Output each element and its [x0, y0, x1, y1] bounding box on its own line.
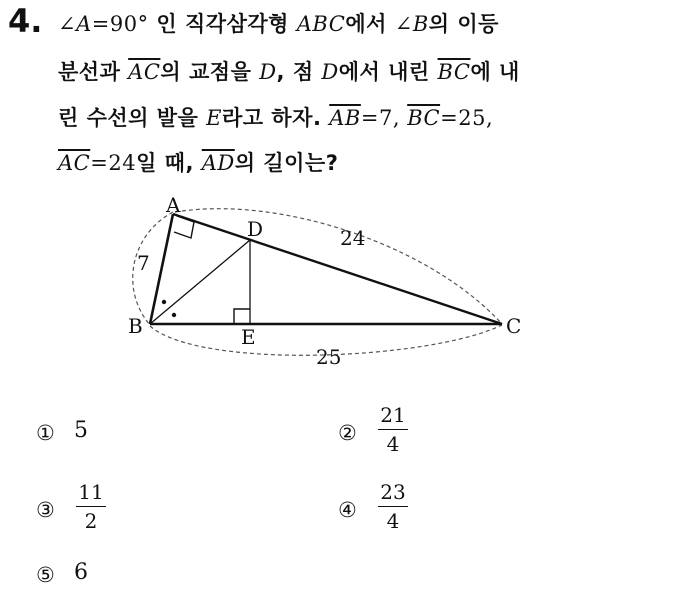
segment-ac: $\overline{AC}$: [128, 60, 161, 84]
denominator: 4: [386, 432, 400, 456]
choice-mark: ④: [338, 498, 357, 522]
text: 분선과: [58, 60, 129, 84]
degree-symbol: °: [137, 12, 149, 36]
choice-mark: ⑤: [36, 563, 55, 587]
text: , 점: [276, 60, 322, 84]
numerator: 11: [78, 480, 104, 504]
point-d: D: [259, 60, 277, 84]
text: 의 길이는?: [234, 151, 339, 175]
fraction-bar: [378, 506, 408, 507]
text: 라고 하자.: [222, 106, 330, 130]
fraction: [378, 403, 408, 456]
point-e: E: [206, 106, 222, 130]
fraction-bar: [378, 429, 408, 430]
length-ab: 7: [137, 251, 150, 275]
text: 일 때,: [136, 151, 202, 175]
angle-mark-2: [172, 313, 176, 317]
length-bc: 25: [316, 345, 342, 369]
equals: =: [440, 106, 459, 130]
choice-mark: ③: [36, 498, 55, 522]
numerator: 21: [380, 403, 406, 427]
text: 에서: [345, 12, 395, 36]
value-ab: 7: [378, 106, 393, 130]
length-ac: 24: [340, 226, 366, 250]
choice-value: 6: [74, 560, 88, 585]
choice-mark: ①: [36, 421, 55, 445]
segment-bc: $\overline{BC}$: [407, 106, 441, 130]
label-e: E: [241, 325, 256, 349]
fraction: [76, 480, 106, 533]
choice-value: 5: [74, 418, 88, 443]
fraction-bar: [76, 506, 106, 507]
right-angle-e: [234, 309, 250, 324]
segment-ad: $\overline{AD}$: [201, 151, 235, 175]
numerator: 23: [380, 480, 406, 504]
segment-ab: $\overline{AB}$: [329, 106, 361, 130]
angle-a: ∠A: [58, 12, 92, 36]
equals: =: [91, 12, 110, 36]
value-bc: 25: [458, 106, 486, 130]
label-a: A: [166, 193, 181, 217]
equals: =: [360, 106, 379, 130]
comma: ,: [392, 106, 408, 130]
text: 인 직각삼각형: [148, 12, 297, 36]
angle-mark-1: [162, 300, 166, 304]
text: 에서 내린: [338, 60, 438, 84]
value-ac: 24: [108, 151, 137, 175]
choice-mark: ②: [338, 421, 357, 445]
angle-b: ∠B: [394, 12, 429, 36]
segment-ac: $\overline{AC}$: [58, 151, 91, 175]
segment-bc: $\overline{BC}$: [437, 60, 471, 84]
text: 린 수선의 발을: [58, 106, 207, 130]
label-d: D: [247, 217, 264, 241]
label-c: C: [506, 314, 522, 338]
side-ac: [173, 214, 502, 324]
denominator: 4: [386, 509, 400, 533]
equals: =: [90, 151, 109, 175]
point-d: D: [321, 60, 339, 84]
question-number: 4.: [8, 2, 43, 40]
text: 의 이등: [428, 12, 499, 36]
denominator: 2: [84, 509, 98, 533]
text: 의 교점을: [160, 60, 260, 84]
triangle-abc: ABC: [296, 12, 346, 36]
text: 에 내: [470, 60, 520, 84]
label-b: B: [128, 314, 143, 338]
ninety: 90: [109, 12, 138, 36]
comma: ,: [485, 106, 494, 130]
fraction: [378, 480, 408, 533]
